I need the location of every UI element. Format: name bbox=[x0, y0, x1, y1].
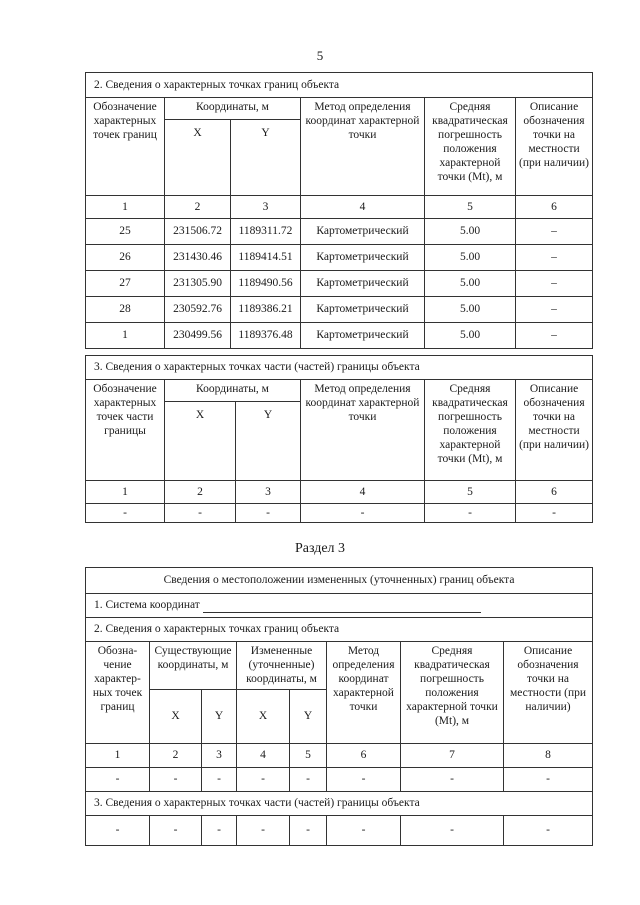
col-num: 8 bbox=[504, 744, 593, 768]
coord-system-blank bbox=[203, 601, 481, 613]
table-row bbox=[86, 245, 593, 271]
header-point: Обозна-чение характер-ных точек границ bbox=[86, 642, 150, 744]
header-desc: Описание обозначения точки на местности (при наличии) bbox=[516, 380, 593, 481]
cell-desc: – bbox=[516, 219, 593, 245]
table-title: Сведения о местоположении измененных (уточненных) границ объекта bbox=[86, 568, 593, 594]
section-title: Раздел 3 bbox=[294, 541, 346, 556]
cell-method: Картометрический bbox=[301, 219, 425, 245]
cell-error: 5.00 bbox=[425, 323, 516, 349]
coord-system-row bbox=[86, 594, 593, 618]
table-subtitle: 2. Сведения о характерных точках границ объекта bbox=[86, 618, 593, 642]
table-row bbox=[86, 219, 593, 245]
col-num: 1 bbox=[86, 196, 165, 219]
cell-empty: - bbox=[165, 504, 236, 523]
header-y: Y bbox=[202, 690, 237, 744]
header-coords: Координаты, м bbox=[165, 98, 301, 120]
cell-empty: - bbox=[301, 504, 425, 523]
coord-system-label: 1. Система координат bbox=[94, 599, 200, 612]
cell-x: 231430.46 bbox=[165, 245, 231, 271]
cell-method: Картометрический bbox=[301, 297, 425, 323]
table-row bbox=[86, 504, 593, 523]
header-method: Метод определения координат характерной точки bbox=[327, 642, 401, 744]
col-num: 5 bbox=[290, 744, 327, 768]
col-num: 6 bbox=[327, 744, 401, 768]
table-row bbox=[86, 297, 593, 323]
cell-empty: - bbox=[150, 816, 202, 846]
cell-desc: – bbox=[516, 297, 593, 323]
cell-empty: - bbox=[202, 816, 237, 846]
table-row bbox=[86, 271, 593, 297]
cell-empty: - bbox=[236, 504, 301, 523]
col-num: 4 bbox=[301, 481, 425, 504]
cell-empty: - bbox=[150, 768, 202, 792]
col-num: 2 bbox=[165, 196, 231, 219]
col-num: 3 bbox=[202, 744, 237, 768]
header-error: Средняя квадратическая погрешность положения характерной точки (Mt), м bbox=[401, 642, 504, 744]
header-point: Обозначение характерных точек границ bbox=[86, 98, 165, 196]
cell-y: 1189376.48 bbox=[231, 323, 301, 349]
cell-error: 5.00 bbox=[425, 271, 516, 297]
cell-y: 1189386.21 bbox=[231, 297, 301, 323]
cell-y: 1189414.51 bbox=[231, 245, 301, 271]
col-num: 2 bbox=[150, 744, 202, 768]
col-num: 5 bbox=[425, 481, 516, 504]
changed-boundaries-table bbox=[85, 567, 593, 846]
cell-error: 5.00 bbox=[425, 245, 516, 271]
cell-empty: - bbox=[290, 768, 327, 792]
cell-desc: – bbox=[516, 271, 593, 297]
header-changed: Измененные (уточненные) координаты, м bbox=[237, 642, 327, 690]
table-title: 3. Сведения о характерных точках части (частей) границы объекта bbox=[86, 356, 593, 380]
cell-empty: - bbox=[516, 504, 593, 523]
cell-point: 28 bbox=[86, 297, 165, 323]
cell-x: 231305.90 bbox=[165, 271, 231, 297]
cell-error: 5.00 bbox=[425, 297, 516, 323]
table-row bbox=[86, 768, 593, 792]
header-y: Y bbox=[290, 690, 327, 744]
boundary-points-table bbox=[85, 72, 593, 349]
table-row bbox=[86, 816, 593, 846]
cell-empty: - bbox=[86, 768, 150, 792]
header-desc: Описание обозначения точки на местности (при наличии) bbox=[504, 642, 593, 744]
part-subtitle: 3. Сведения о характерных точках части (частей) границы объекта bbox=[86, 792, 593, 816]
header-x: X bbox=[237, 690, 290, 744]
cell-point: 25 bbox=[86, 219, 165, 245]
table-title: 2. Сведения о характерных точках границ объекта bbox=[86, 73, 593, 98]
cell-point: 26 bbox=[86, 245, 165, 271]
cell-method: Картометрический bbox=[301, 323, 425, 349]
header-x: X bbox=[165, 402, 236, 481]
cell-empty: - bbox=[327, 816, 401, 846]
header-x: X bbox=[165, 120, 231, 196]
cell-x: 231506.72 bbox=[165, 219, 231, 245]
cell-empty: - bbox=[504, 816, 593, 846]
cell-point: 1 bbox=[86, 323, 165, 349]
header-method: Метод определения координат характерной точки bbox=[301, 98, 425, 196]
header-y: Y bbox=[236, 402, 301, 481]
col-num: 1 bbox=[86, 481, 165, 504]
cell-error: 5.00 bbox=[425, 219, 516, 245]
col-num: 7 bbox=[401, 744, 504, 768]
cell-empty: - bbox=[86, 504, 165, 523]
cell-point: 27 bbox=[86, 271, 165, 297]
cell-desc: – bbox=[516, 323, 593, 349]
cell-empty: - bbox=[237, 768, 290, 792]
table-row bbox=[86, 323, 593, 349]
cell-empty: - bbox=[86, 816, 150, 846]
cell-empty: - bbox=[401, 768, 504, 792]
header-method: Метод определения координат характерной точки bbox=[301, 380, 425, 481]
cell-empty: - bbox=[290, 816, 327, 846]
col-num: 1 bbox=[86, 744, 150, 768]
header-point: Обозначение характерных точек части границы bbox=[86, 380, 165, 481]
cell-x: 230499.56 bbox=[165, 323, 231, 349]
cell-empty: - bbox=[401, 816, 504, 846]
header-error: Средняя квадратическая погрешность положения характерной точки (Mt), м bbox=[425, 380, 516, 481]
cell-empty: - bbox=[327, 768, 401, 792]
part-boundary-points-table bbox=[85, 355, 593, 523]
col-num: 6 bbox=[516, 196, 593, 219]
cell-method: Картометрический bbox=[301, 271, 425, 297]
cell-desc: – bbox=[516, 245, 593, 271]
cell-y: 1189311.72 bbox=[231, 219, 301, 245]
cell-y: 1189490.56 bbox=[231, 271, 301, 297]
col-num: 3 bbox=[236, 481, 301, 504]
header-error: Средняя квадратическая погрешность положения характерной точки (Mt), м bbox=[425, 98, 516, 196]
cell-empty: - bbox=[504, 768, 593, 792]
header-x: X bbox=[150, 690, 202, 744]
col-num: 5 bbox=[425, 196, 516, 219]
col-num: 4 bbox=[301, 196, 425, 219]
header-y: Y bbox=[231, 120, 301, 196]
col-num: 4 bbox=[237, 744, 290, 768]
page-number: 5 bbox=[316, 48, 324, 63]
col-num: 2 bbox=[165, 481, 236, 504]
cell-empty: - bbox=[425, 504, 516, 523]
cell-method: Картометрический bbox=[301, 245, 425, 271]
header-existing: Существующие координаты, м bbox=[150, 642, 237, 690]
header-desc: Описание обозначения точки на местности (при наличии) bbox=[516, 98, 593, 196]
header-coords: Координаты, м bbox=[165, 380, 301, 402]
cell-empty: - bbox=[202, 768, 237, 792]
col-num: 6 bbox=[516, 481, 593, 504]
col-num: 3 bbox=[231, 196, 301, 219]
cell-x: 230592.76 bbox=[165, 297, 231, 323]
cell-empty: - bbox=[237, 816, 290, 846]
